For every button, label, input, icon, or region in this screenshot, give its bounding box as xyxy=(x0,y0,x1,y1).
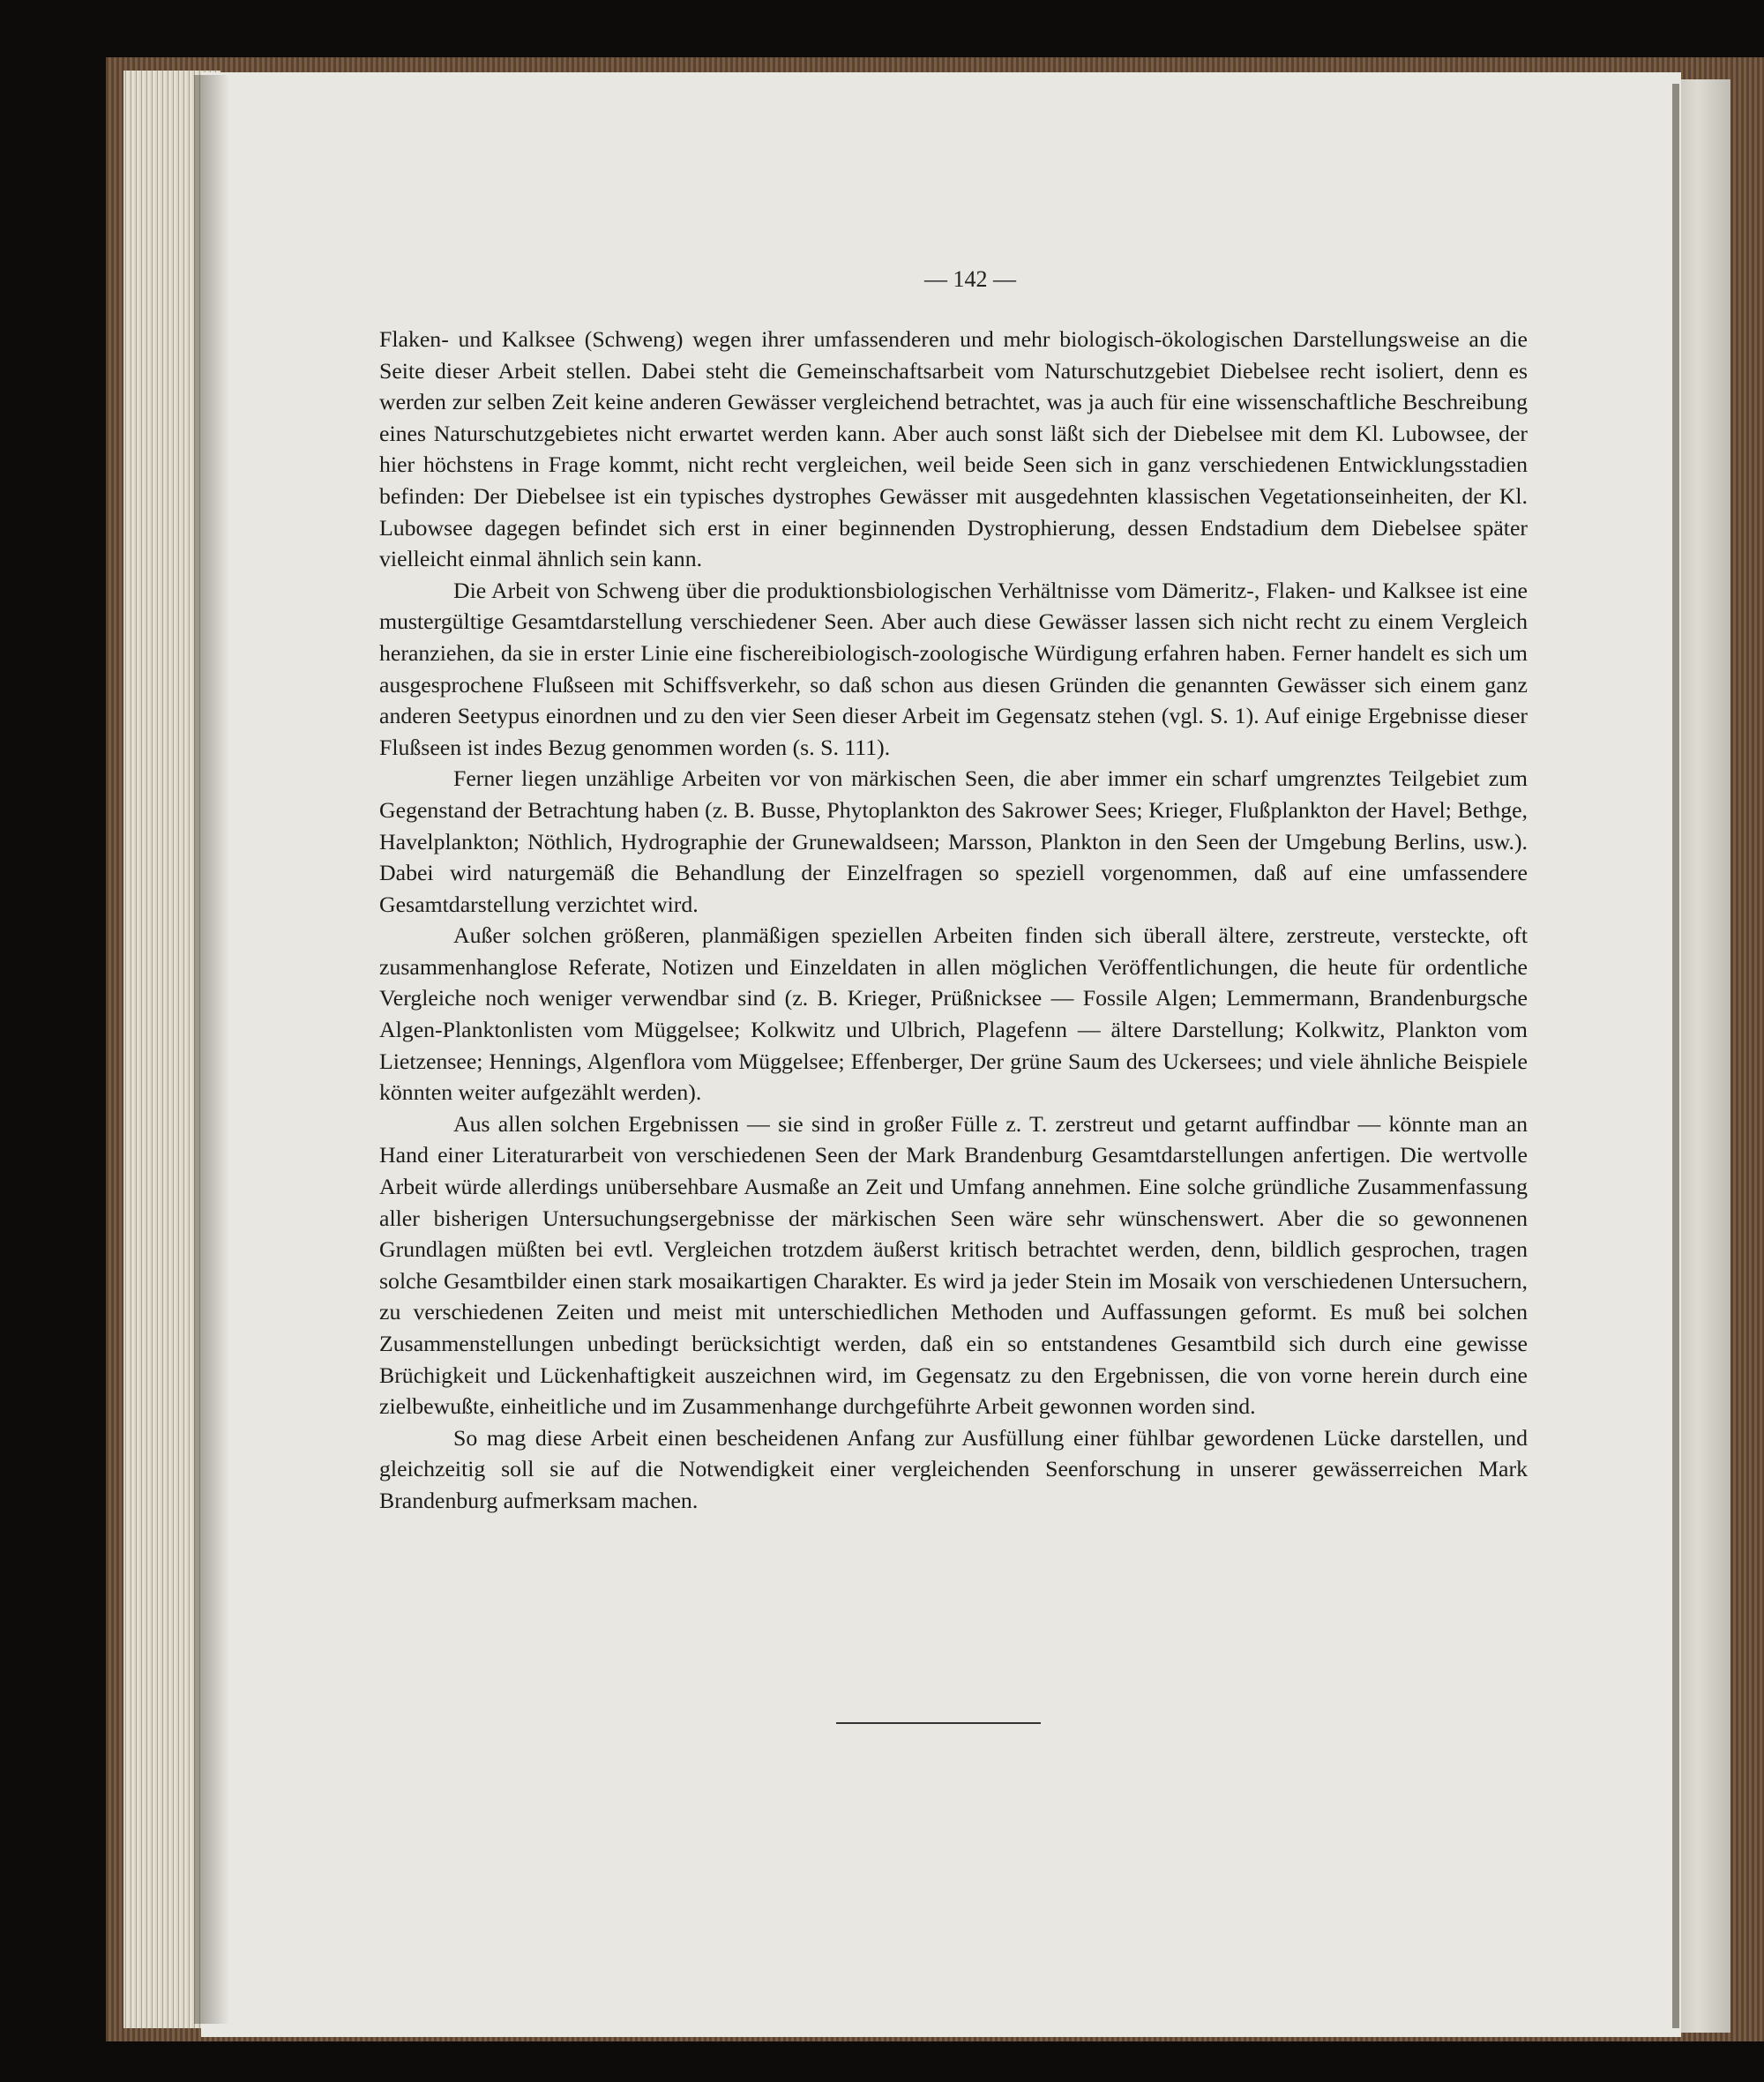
paragraph: So mag diese Arbeit einen bescheidenen Anfang zur Ausfüllung einer fühlbar gewordenen Lücke darstellen, und gleichzeitig soll sie auf die Notwendigkeit einer vergleichenden Seenforschung in unserer gewässerreichen Mark Brandenburg aufmerksam machen. xyxy=(379,1424,1528,1513)
paragraph: Ferner liegen unzählige Arbeiten vor von märkischen Seen, die aber immer ein scharf umgrenztes Teilgebiet zum Gegenstand der Betrachtung haben (z. B. Busse, Phytoplankton des Sakrower Sees; Krieger, Flußplankton der Havel; Bethge, Havelplankton; Nöthlich, Hydrographie der Grunewaldseen; Marsson, Plankton in den Seen der Umgebung Berlins, usw.). Dabei wird naturgemäß die Behandlung der Einzelfragen so speziell vorgenommen, daß auf eine umfassendere Gesamtdarstellung verzichtet wird. xyxy=(379,765,1528,917)
gutter-shadow xyxy=(194,75,229,2024)
paragraph: Aus allen solchen Ergebnissen — sie sind in großer Fülle z. T. zerstreut und getarnt auffindbar — könnte man an Hand einer Literaturarbeit von verschiedenen Seen der Mark Brandenburg Gesamtdarstellungen anfertigen. Die wertvolle Arbeit würde allerdings unübersehbare Ausmaße an Zeit und Umfang annehmen. Eine solche gründliche Zusammenfassung aller bisherigen Untersuchungsergebnisse der märkischen Seen wäre sehr wünschenswert. Aber die so gewonnenen Grundlagen müßten bei evtl. Vergleichen trotzdem äußerst kritisch betrachtet werden, denn, bildlich gesprochen, tragen solche Gesamtbilder einen stark mosaikartigen Charakter. Es wird ja jeder Stein im Mosaik von verschiedenen Untersuchern, zu verschiedenen Zeiten und meist mit unterschiedlichen Methoden und Auffassungen geformt. Es muß bei solchen Zusammenstellungen unbedingt berücksichtigt werden, daß ein so entstandenes Gesamtbild sich durch eine gewisse Brüchigkeit und Lückenhaftigkeit auszeichnen wird, im Gegensatz zu den Ergebnissen, die von vorne herein durch eine zielbewußte, einheitliche und im Zusammenhange durchgeführte Arbeit gewonnen worden sind. xyxy=(379,1110,1528,1420)
paragraph: Die Arbeit von Schweng über die produktionsbiologischen Verhältnisse vom Dämeritz-, Flaken- und Kalksee ist eine mustergültige Gesamtdarstellung verschiedener Seen. Aber auch diese Gewässer lassen sich nicht recht zu einem Vergleich heranziehen, da sie in erster Linie eine fischereibiologisch-zoologische Würdigung erfahren haben. Ferner handelt es sich um ausgesprochene Flußseen mit Schiffsverkehr, so daß schon aus diesen Gründen die genannten Gewässer sich einem ganz anderen Seetypus einordnen und zu den vier Seen dieser Arbeit im Gegensatz stehen (vgl. S. 1). Auf einige Ergebnisse dieser Flußseen ist indes Bezug genommen worden (s. S. 111). xyxy=(379,577,1528,760)
right-gutter-shadow xyxy=(1672,84,1679,2028)
facing-page-edge xyxy=(1676,79,1730,2033)
body-text xyxy=(379,324,1528,1517)
section-end-rule xyxy=(836,1722,1041,1724)
paragraph: Flaken- und Kalksee (Schweng) wegen ihrer umfassenderen und mehr biologisch-ökologischen Darstellungsweise an die Seite dieser Arbeit stellen. Dabei steht die Gemeinschaftsarbeit vom Naturschutzgebiet Diebelsee recht isoliert, denn es werden zur selben Zeit keine anderen Gewässer vergleichend betrachtet, was ja auch für eine wissenschaftliche Beschreibung eines Naturschutzgebietes nicht erwartet werden kann. Aber auch sonst läßt sich der Diebelsee mit dem Kl. Lubowsee, der hier höchstens in Frage kommt, nicht recht vergleichen, weil beide Seen sich in ganz verschiedenen Entwicklungsstadien befinden: Der Diebelsee ist ein typisches dystrophes Gewässer mit ausgedehnten klassischen Vegetationseinheiten, der Kl. Lubowsee dagegen befindet sich erst in einer beginnenden Dystrophierung, dessen Endstadium dem Diebelsee später vielleicht einmal ähnlich sein kann. xyxy=(379,326,1528,572)
page-number: — 142 — xyxy=(924,266,1016,292)
paragraph: Außer solchen größeren, planmäßigen speziellen Arbeiten finden sich überall ältere, zerstreute, versteckte, oft zusammenhanglose Referate, Notizen und Einzeldaten in allen möglichen Veröffentlichungen, die heute für ordentliche Vergleiche noch weniger verwendbar sind (z. B. Krieger, Prüßnicksee — Fossile Algen; Lemmermann, Brandenburgsche Algen-Planktonlisten vom Müggelsee; Kolkwitz und Ulbrich, Plagefenn — ältere Darstellung; Kolkwitz, Plankton vom Lietzensee; Hennings, Algenflora vom Müggelsee; Effenberger, Der grüne Saum des Uckersees; und viele ähnliche Beispiele könnten weiter aufgezählt werden). xyxy=(379,922,1528,1106)
